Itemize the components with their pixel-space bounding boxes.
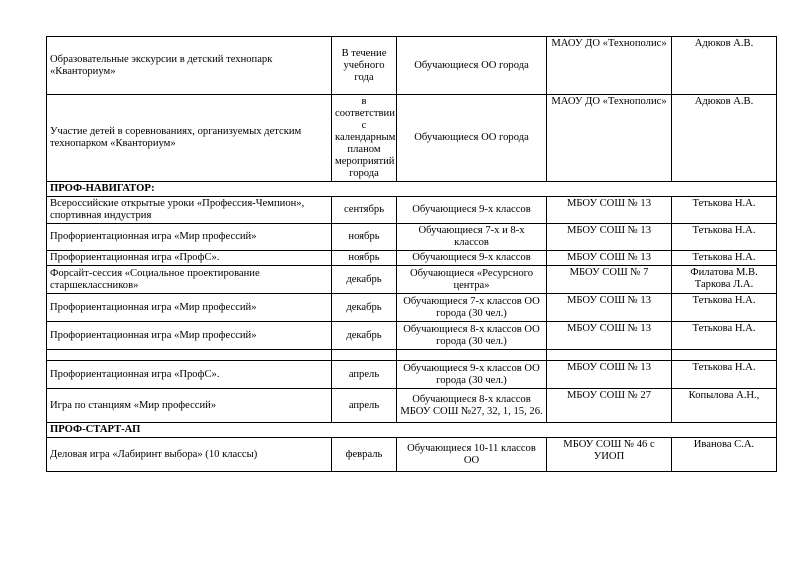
event-row bbox=[47, 266, 777, 294]
event-responsible-cell bbox=[672, 266, 777, 294]
event-venue-cell: МБОУ СОШ № 13 bbox=[547, 251, 672, 266]
event-title-cell: Всероссийские открытые уроки «Профессия-Чемпион», спортивная индустрия bbox=[47, 197, 332, 224]
event-title-cell: Профориентационная игра «Мир профессий» bbox=[47, 294, 332, 322]
event-participants-cell: Обучающиеся ОО города bbox=[397, 37, 547, 95]
empty-row bbox=[47, 350, 777, 361]
event-responsible-cell: Тетькова Н.А. bbox=[672, 361, 777, 389]
event-schedule-table bbox=[46, 36, 777, 472]
event-date-cell: ноябрь bbox=[332, 224, 397, 251]
event-row bbox=[47, 361, 777, 389]
event-venue-cell: МБОУ СОШ № 7 bbox=[547, 266, 672, 294]
event-title-cell: Профориентационная игра «Мир профессий» bbox=[47, 224, 332, 251]
event-responsible-cell: Тетькова Н.А. bbox=[672, 197, 777, 224]
event-row bbox=[47, 197, 777, 224]
section-header-row bbox=[47, 423, 777, 438]
event-venue-cell: МБОУ СОШ № 27 bbox=[547, 389, 672, 423]
responsible-person: Филатова М.В. bbox=[690, 267, 758, 278]
event-row bbox=[47, 95, 777, 182]
event-participants-cell: Обучающиеся 9-х классов bbox=[397, 251, 547, 266]
event-venue-cell: МБОУ СОШ № 46 с УИОП bbox=[547, 438, 672, 472]
event-date-cell: февраль bbox=[332, 438, 397, 472]
event-participants-cell: Обучающиеся 7-х классов ОО города (30 чел.) bbox=[397, 294, 547, 322]
event-title-cell: Игра по станциям «Мир профессий» bbox=[47, 389, 332, 423]
event-title-cell: Участие детей в соревнованиях, организуемых детским технопарком «Кванториум» bbox=[47, 95, 332, 182]
event-schedule-body bbox=[47, 37, 777, 472]
responsible-person: Таркова Л.А. bbox=[694, 279, 754, 290]
event-participants-cell: Обучающиеся 10-11 классов ОО bbox=[397, 438, 547, 472]
event-responsible-cell: Тетькова Н.А. bbox=[672, 251, 777, 266]
event-title-cell: Профориентационная игра «ПрофС». bbox=[47, 251, 332, 266]
event-responsible-cell: Адюков А.В. bbox=[672, 37, 777, 95]
event-responsible-cell: Иванова С.А. bbox=[672, 438, 777, 472]
event-row bbox=[47, 224, 777, 251]
event-venue-cell: МАОУ ДО «Технополис» bbox=[547, 95, 672, 182]
event-title-cell: Профориентационная игра «Мир профессий» bbox=[47, 322, 332, 350]
event-venue-cell: МБОУ СОШ № 13 bbox=[547, 361, 672, 389]
event-title-cell: Образовательные экскурсии в детский технопарк «Кванториум» bbox=[47, 37, 332, 95]
empty-cell bbox=[672, 350, 777, 361]
event-date-cell: декабрь bbox=[332, 266, 397, 294]
empty-cell bbox=[332, 350, 397, 361]
event-participants-cell: Обучающиеся «Ресурсного центра» bbox=[397, 266, 547, 294]
event-participants-cell: Обучающиеся ОО города bbox=[397, 95, 547, 182]
event-date-cell: апрель bbox=[332, 361, 397, 389]
event-date-cell: В течение учебного года bbox=[332, 37, 397, 95]
event-date-cell: декабрь bbox=[332, 294, 397, 322]
event-responsible-cell: Копылова А.Н., bbox=[672, 389, 777, 423]
section-title: ПРОФ-НАВИГАТОР: bbox=[47, 182, 777, 197]
event-title-cell: Деловая игра «Лабиринт выбора» (10 классы) bbox=[47, 438, 332, 472]
event-venue-cell: МБОУ СОШ № 13 bbox=[547, 294, 672, 322]
event-row bbox=[47, 389, 777, 423]
event-participants-cell: Обучающиеся 8-х классов ОО города (30 чел.) bbox=[397, 322, 547, 350]
event-venue-cell: МБОУ СОШ № 13 bbox=[547, 322, 672, 350]
event-title-cell: Профориентационная игра «ПрофС». bbox=[47, 361, 332, 389]
event-participants-cell: Обучающиеся 9-х классов bbox=[397, 197, 547, 224]
event-row bbox=[47, 251, 777, 266]
event-date-cell: апрель bbox=[332, 389, 397, 423]
event-venue-cell: МАОУ ДО «Технополис» bbox=[547, 37, 672, 95]
event-title-cell: Форсайт-сессия «Социальное проектирование старшеклассников» bbox=[47, 266, 332, 294]
event-venue-cell: МБОУ СОШ № 13 bbox=[547, 197, 672, 224]
empty-cell bbox=[397, 350, 547, 361]
section-title: ПРОФ-СТАРТ-АП bbox=[47, 423, 777, 438]
event-row bbox=[47, 322, 777, 350]
event-participants-cell: Обучающиеся 9-х классов ОО города (30 чел.) bbox=[397, 361, 547, 389]
event-responsible-cell: Тетькова Н.А. bbox=[672, 294, 777, 322]
event-responsible-cell: Тетькова Н.А. bbox=[672, 224, 777, 251]
event-date-cell: ноябрь bbox=[332, 251, 397, 266]
empty-cell bbox=[547, 350, 672, 361]
section-header-row bbox=[47, 182, 777, 197]
event-row bbox=[47, 294, 777, 322]
event-row bbox=[47, 438, 777, 472]
event-responsible-cell: Адюков А.В. bbox=[672, 95, 777, 182]
event-date-cell: декабрь bbox=[332, 322, 397, 350]
empty-cell bbox=[47, 350, 332, 361]
event-participants-cell: Обучающиеся 7-х и 8-х классов bbox=[397, 224, 547, 251]
event-date-cell: сентябрь bbox=[332, 197, 397, 224]
event-responsible-cell: Тетькова Н.А. bbox=[672, 322, 777, 350]
event-row bbox=[47, 37, 777, 95]
event-venue-cell: МБОУ СОШ № 13 bbox=[547, 224, 672, 251]
event-date-cell: в соответствии с календарным планом мероприятий города bbox=[332, 95, 397, 182]
event-participants-cell: Обучающиеся 8-х классов МБОУ СОШ №27, 32, 1, 15, 26. bbox=[397, 389, 547, 423]
